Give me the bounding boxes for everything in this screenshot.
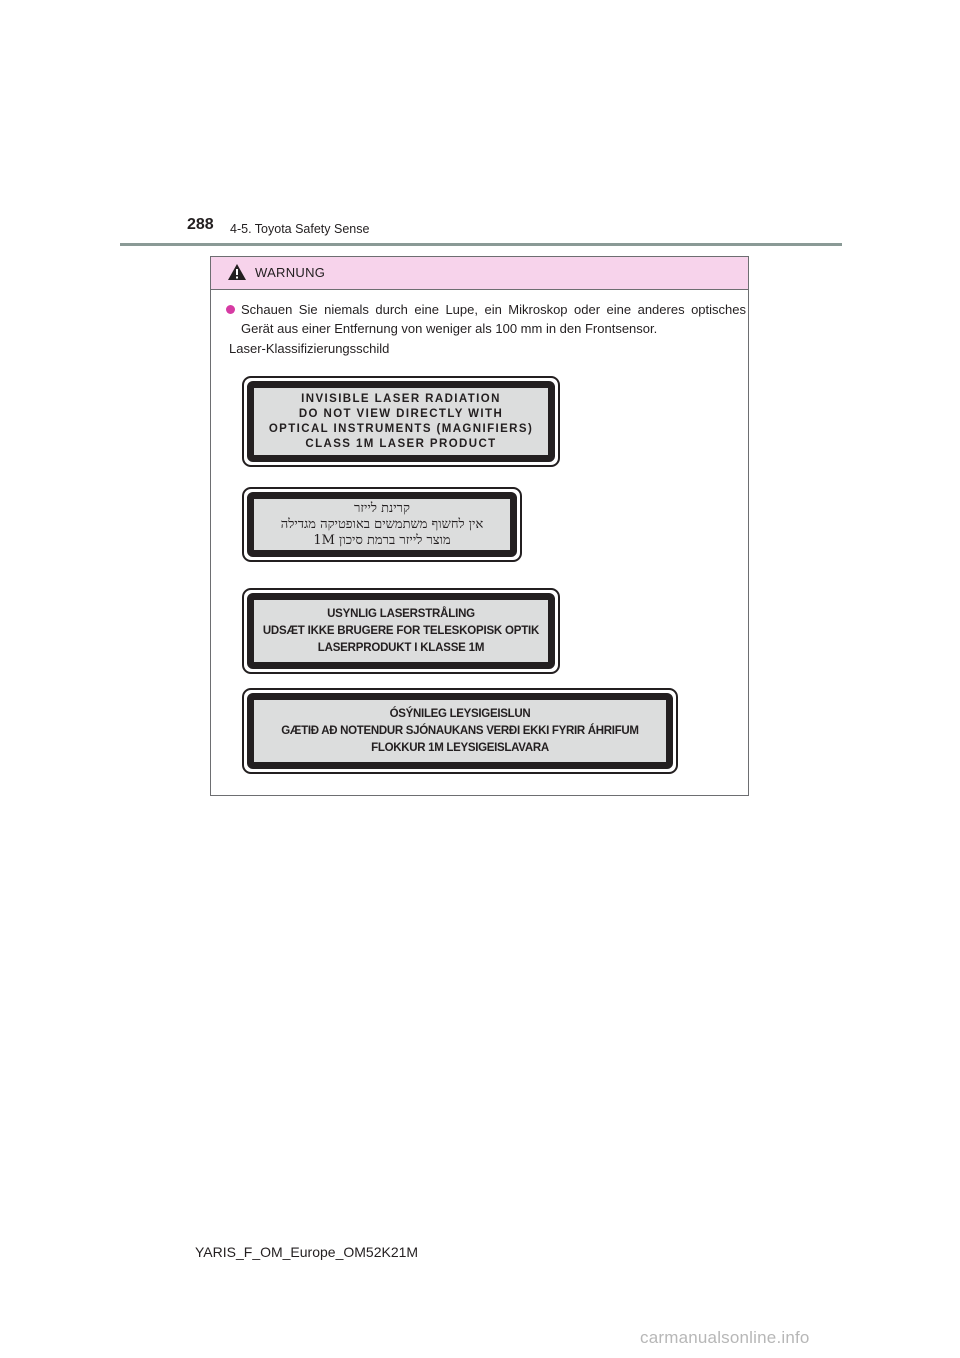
warning-triangle-icon: [227, 263, 247, 281]
warning-bullet-text: Schauen Sie niemals durch eine Lupe, ein Mikroskop oder eine anderes optisches Gerät aus einer Entfernung von weniger als 100 mm in den Frontsensor.: [241, 302, 746, 336]
warning-bullet: [226, 300, 746, 338]
label-caption: Laser-Klassifizierungsschild: [229, 341, 390, 356]
label-line: קרינת לייזר: [354, 500, 410, 516]
label-line: FLOKKUR 1M LEYSIGEISLAVARA: [371, 741, 549, 754]
laser-label-hebrew: [242, 487, 522, 562]
bullet-icon: [226, 305, 235, 314]
laser-label-english: [242, 376, 560, 467]
laser-label-danish: [242, 588, 560, 674]
label-line: אין לחשוף משתמשים באופטיקה מגדילה: [280, 516, 484, 532]
page-number: 288: [187, 216, 214, 233]
label-line: OPTICAL INSTRUMENTS (MAGNIFIERS): [268, 422, 534, 435]
document-id: YARIS_F_OM_Europe_OM52K21M: [195, 1244, 419, 1260]
label-line: LASERPRODUKT I KLASSE 1M: [317, 641, 485, 654]
label-line: USYNLIG LASERSTRÅLING: [327, 607, 475, 620]
warning-title: WARNUNG: [255, 265, 326, 280]
warning-header: [211, 257, 748, 290]
label-line: DO NOT VIEW DIRECTLY WITH: [298, 407, 504, 420]
section-title: 4-5. Toyota Safety Sense: [230, 222, 370, 236]
laser-label-icelandic: [242, 688, 678, 774]
header-divider: [120, 243, 842, 246]
label-line: מוצר לייזר ברמת סיכון 1M: [313, 532, 451, 548]
label-line: ÓSÝNILEG LEYSIGEISLUN: [389, 707, 531, 720]
watermark: carmanualsonline.info: [640, 1328, 810, 1347]
label-line: INVISIBLE LASER RADIATION: [301, 392, 501, 405]
label-line: GÆTIÐ AÐ NOTENDUR SJÓNAUKANS VERÐI EKKI FYRIR ÁHRIFUM: [281, 724, 639, 737]
label-line: UDSÆT IKKE BRUGERE FOR TELESKOPISK OPTIK: [262, 624, 540, 637]
label-line: CLASS 1M LASER PRODUCT: [305, 437, 497, 450]
